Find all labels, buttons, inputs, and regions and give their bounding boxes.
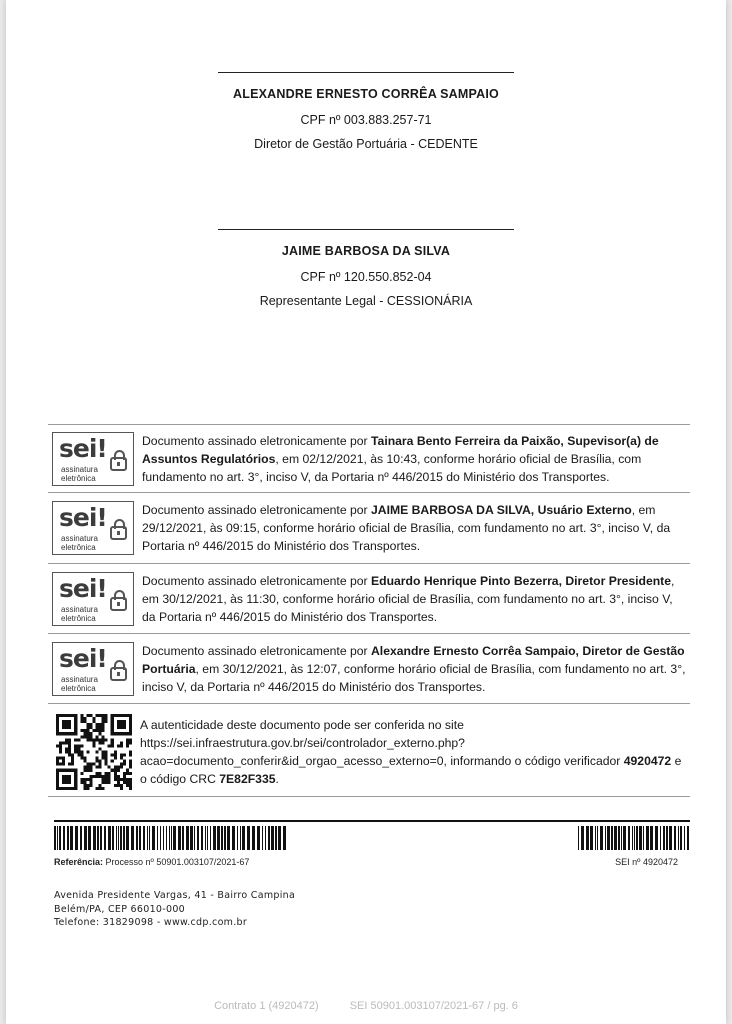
divider [48,492,690,493]
address-line: Avenida Presidente Vargas, 41 - Bairro Campina [54,890,296,901]
divider [48,424,690,425]
barcode-icon [54,826,286,850]
signature-text [142,642,687,696]
seal-caption: eletrônica [61,543,96,552]
reference-label: Referência: [54,857,104,867]
signatory-block-cedente [6,72,726,151]
signer-name: Alexandre Ernesto Corrêa Sampaio, Diretor de Gestão Portuária [142,644,685,676]
authenticity-text-part: e o código CRC [140,754,682,786]
signature-prefix: Documento assinado eletronicamente por [142,644,371,658]
signatory-role: Representante Legal - CESSIONÁRIA [259,294,473,308]
process-reference [54,857,249,867]
signature-suffix: , em 30/12/2021, às 12:07, conforme horário oficial de Brasília, com fundamento no art. 3°, inciso V, da Portaria nº 446/2015 do Ministério dos Transportes. [142,662,686,694]
lock-icon [110,597,127,611]
seal-caption: assinatura [61,534,98,543]
signature-prefix: Documento assinado eletronicamente por [142,574,371,588]
seal-caption: assinatura [61,465,98,474]
signature-suffix: , em 29/12/2021, às 09:15, conforme horário oficial de Brasília, com fundamento no art. 3°, inciso V, da Portaria nº 446/2015 do Ministério dos Transportes. [142,503,671,553]
seal-word: sei! [59,503,107,532]
barcode-icon [578,826,690,850]
authenticity-row [48,706,690,798]
address-block [54,889,295,930]
signer-name: Tainara Bento Ferreira da Paixão, Supevisor(a) de Assuntos Regulatórios [142,434,659,466]
signatory-cpf: CPF nº 120.550.852-04 [300,270,432,284]
seal-caption: eletrônica [61,614,96,623]
signatory-cpf: CPF nº 003.883.257-71 [300,113,432,127]
electronic-signature-row [48,497,690,561]
barcode-rule [54,820,690,822]
electronic-signature-row [48,428,690,490]
signature-text [142,432,687,486]
seal-word: sei! [59,644,107,673]
signature-line [218,229,514,230]
authenticity-text [140,716,685,788]
seal-word: sei! [59,574,107,603]
signature-suffix: , em 30/12/2021, às 11:30, conforme horário oficial de Brasília, com fundamento no art. 3°, inciso V, da Portaria nº 446/2015 do Ministério dos Transportes. [142,574,675,624]
seal-caption: eletrônica [61,684,96,693]
signature-prefix: Documento assinado eletronicamente por [142,434,371,448]
sei-seal [52,642,134,696]
signer-name: Eduardo Henrique Pinto Bezerra, Diretor Presidente [371,574,672,588]
electronic-signature-row [48,568,690,632]
divider [48,703,690,704]
address-line: Belém/PA, CEP 66010-000 [54,903,186,915]
signatory-name: ALEXANDRE ERNESTO CORRÊA SAMPAIO [233,87,499,101]
sei-number: SEI nº 4920472 [615,857,678,867]
address-line: Telefone: 31829098 - www.cdp.com.br [54,917,248,928]
signatory-name: JAIME BARBOSA DA SILVA [281,244,451,258]
seal-caption: assinatura [61,605,98,614]
signer-name: JAIME BARBOSA DA SILVA, Usuário Externo [371,503,632,517]
signature-text [142,572,687,626]
authenticity-text-part: . [275,772,279,786]
verification-code: 4920472 [623,754,672,768]
page-footer [6,1000,726,1012]
sei-seal [52,572,134,626]
qr-code-icon[interactable] [56,714,132,790]
signatory-role: Diretor de Gestão Portuária - CEDENTE [254,137,478,151]
authenticity-text-part: A autenticidade deste documento pode ser conferida no site https://sei.infraestrutura.gov.br/sei/controlador_externo.php?acao=documento_conferir&id_orgao_acesso_externo=0, informando o código verificador [140,718,624,768]
reference-value: Processo nº 50901.003107/2021-67 [103,857,250,867]
seal-caption: eletrônica [61,474,96,483]
seal-caption: assinatura [61,675,98,684]
signature-text [142,501,687,555]
electronic-signature-row [48,638,690,702]
signature-suffix: , em 02/12/2021, às 10:43, conforme horário oficial de Brasília, com fundamento no art. 3°, inciso V, da Portaria nº 446/2015 do Ministério dos Transportes. [142,452,642,484]
footer-contract: Contrato 1 (4920472) [214,1000,319,1012]
lock-icon [110,667,127,681]
document-page [6,0,726,1024]
signatory-block-cessionaria [6,229,726,308]
divider [48,563,690,564]
seal-word: sei! [59,434,107,463]
sei-seal [52,501,134,555]
footer-process-page: SEI 50901.003107/2021-67 / pg. 6 [349,1000,518,1012]
divider [48,633,690,634]
crc-code: 7E82F335 [219,772,276,786]
lock-icon [110,457,127,471]
lock-icon [110,526,127,540]
signature-prefix: Documento assinado eletronicamente por [142,503,371,517]
sei-seal [52,432,134,486]
signature-line [218,72,514,73]
